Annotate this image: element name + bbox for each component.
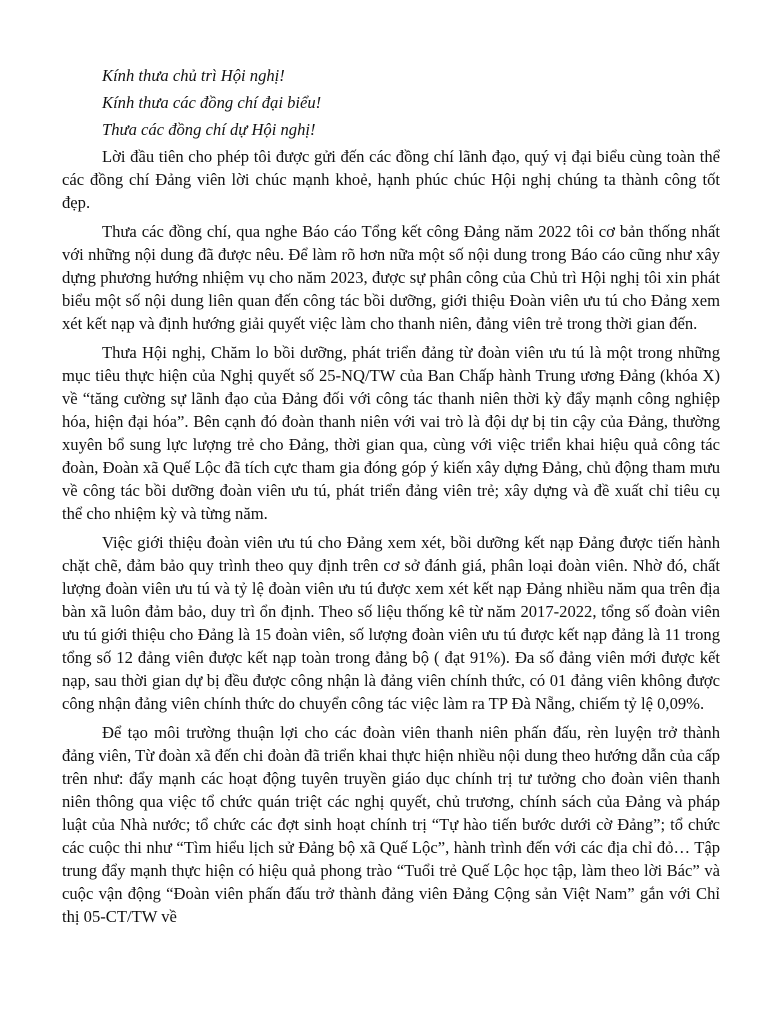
paragraph-statistics: Việc giới thiệu đoàn viên ưu tú cho Đảng xem xét, bồi dưỡng kết nạp Đảng được tiến hành chặt chẽ, đảm bảo quy trình theo quy định trên cơ sở đánh giá, phân loại đoàn viên. Nhờ đó, chất lượng đoàn viên ưu tú và tỷ lệ đoàn viên ưu tú được xem xét kết nạp Đảng nhiều năm qua trên địa bàn xã luôn đảm bảo, duy trì ổn định. Theo số liệu thống kê từ năm 2017-2022, tổng số đoàn viên ưu tú giới thiệu cho Đảng là 15 đoàn viên, số lượng đoàn viên ưu tú được kết nạp đảng là 11 trong tổng số 12 đảng viên được kết nạp toàn trong đảng bộ ( đạt 91%). Đa số đảng viên mới được kết nạp, sau thời gian dự bị đều được công nhận là đảng viên chính thức, có 01 đảng viên không được công nhận đảng viên chính thức do chuyển công tác việc làm ra TP Đà Nẵng, chiếm tỷ lệ 0,09%.: [62, 533, 720, 713]
paragraph-activities: Để tạo môi trường thuận lợi cho các đoàn viên thanh niên phấn đấu, rèn luyện trở thành đảng viên, Từ đoàn xã đến chi đoàn đã triển khai thực hiện nhiều nội dung theo hướng dẫn của cấp trên như: đẩy mạnh các hoạt động tuyên truyền giáo dục chính trị tư tưởng cho đoàn viên thanh niên thông qua việc tổ chức quán triệt các nghị quyết, chủ trương, chính sách của Đảng và pháp luật của Nhà nước; tổ chức các đợt sinh hoạt chính trị “Tự hào tiến bước dưới cờ Đảng”; tổ chức các cuộc thi như “Tìm hiểu lịch sử Đảng bộ xã Quế Lộc”, hành trình đến với các địa chỉ đỏ… Tập trung đẩy mạnh thực hiện có hiệu quả phong trào “Tuổi trẻ Quế Lộc học tập, làm theo lời Bác” và cuộc vận động “Đoàn viên phấn đấu trở thành đảng viên Đảng Cộng sản Việt Nam” gắn với Chỉ thị 05-CT/TW về: [62, 723, 720, 926]
speech-text: [62, 62, 720, 934]
paragraph-report-review: Thưa các đồng chí, qua nghe Báo cáo Tổng kết công Đảng năm 2022 tôi cơ bản thống nhất với những nội dung đã được nêu. Để làm rõ hơn nữa một số nội dung trong Báo cáo cũng như xây dựng phương hướng nhiệm vụ cho năm 2023, được sự phân công của Chủ trì Hội nghị tôi xin phát biểu một số nội dung liên quan đến công tác bồi dưỡng, giới thiệu Đoàn viên ưu tú cho Đảng xem xét kết nạp và định hướng giải quyết việc làm cho thanh niên, đảng viên trẻ trong thời gian đến.: [62, 222, 720, 333]
paragraph-resolution: Thưa Hội nghị, Chăm lo bồi dưỡng, phát triển đảng từ đoàn viên ưu tú là một trong những mục tiêu thực hiện của Nghị quyết số 25-NQ/TW của Ban Chấp hành Trung ương Đảng (khóa X) về “tăng cường sự lãnh đạo của Đảng đối với công tác thanh niên thời kỳ đẩy mạnh công nghiệp hóa, hiện đại hóa”. Bên cạnh đó đoàn thanh niên với vai trò là đội dự bị tin cậy của Đảng, thường xuyên bổ sung lực lượng trẻ cho Đảng, thời gian qua, cùng với việc triển khai hiệu quả công tác đoàn, Đoàn xã Quế Lộc đã tích cực tham gia đóng góp ý kiến xây dựng Đảng, chủ động tham mưu về công tác bồi dưỡng đoàn viên ưu tú, phát triển đảng viên trẻ; xây dựng và đề xuất chỉ tiêu cụ thể cho nhiệm kỳ và từng năm.: [62, 343, 720, 523]
salutation-delegates: Kính thưa các đồng chí đại biểu!: [102, 93, 322, 112]
salutation-attendees: Thưa các đồng chí dự Hội nghị!: [102, 120, 316, 139]
salutation-chair: Kính thưa chủ trì Hội nghị!: [102, 66, 285, 85]
paragraph-greeting: Lời đầu tiên cho phép tôi được gửi đến các đồng chí lãnh đạo, quý vị đại biểu cùng toàn thể các đồng chí Đảng viên lời chúc mạnh khoẻ, hạnh phúc chúc Hội nghị chúng ta thành công tốt đẹp.: [62, 147, 720, 212]
